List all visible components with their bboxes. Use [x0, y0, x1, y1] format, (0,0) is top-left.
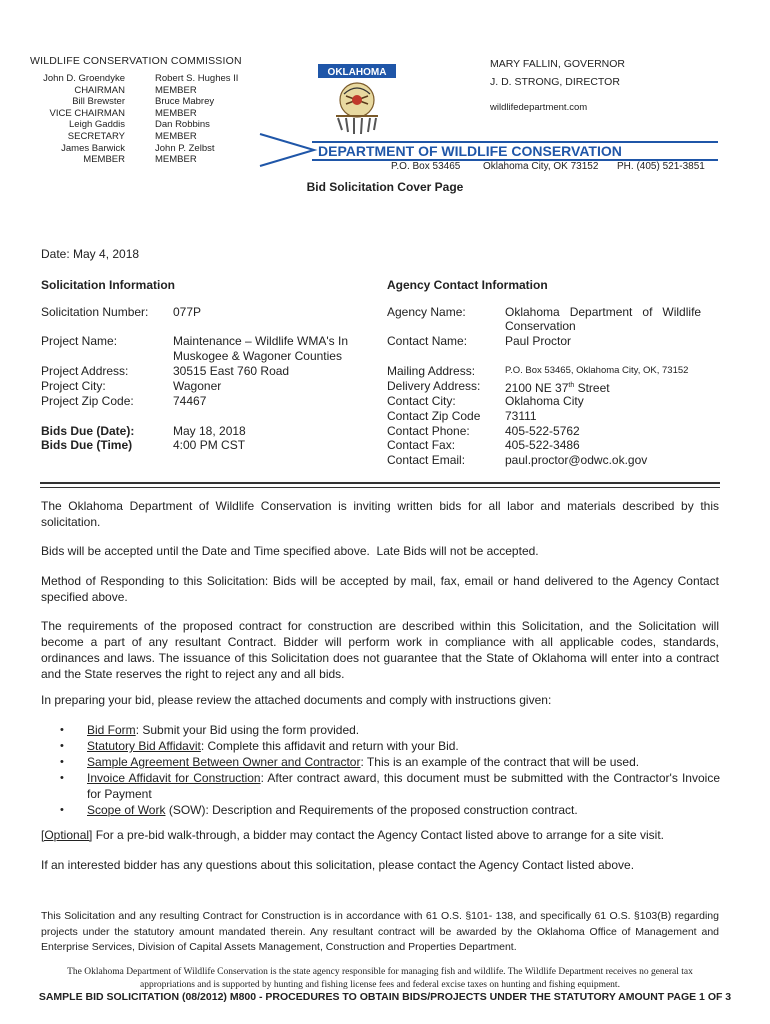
divider [40, 482, 720, 484]
commission-role: MEMBER [155, 154, 197, 166]
contact-city-value: Oklahoma City [505, 394, 584, 408]
list-item [60, 722, 720, 738]
director-name: J. D. STRONG, DIRECTOR [490, 76, 620, 88]
commission-name: Dan Robbins [155, 119, 210, 131]
optional-tag: [Optional] [41, 828, 93, 842]
contact-email-link[interactable]: paul.proctor@odwc.ok.gov [505, 453, 648, 467]
commission-name: Leigh Gaddis [69, 119, 125, 131]
governor-block [490, 55, 625, 117]
commission-name: Robert S. Hughes II [155, 73, 239, 84]
mailing-address-label: Mailing Address: [387, 364, 476, 378]
project-zip-value: 74467 [173, 394, 207, 408]
divider [40, 487, 720, 488]
website-link[interactable]: wildlifedepartment.com [490, 102, 588, 113]
project-name-value: Maintenance – Wildlife WMA's In [173, 334, 349, 348]
solicitation-number-label: Solicitation Number: [41, 305, 149, 319]
project-zip-label: Project Zip Code: [41, 394, 134, 408]
bids-due-time-value: 4:00 PM CST [173, 438, 246, 452]
statutory-affidavit-link[interactable]: Statutory Bid Affidavit [87, 739, 201, 753]
list-item-text: : Complete this affidavit and return with your Bid. [200, 739, 459, 753]
page-title: Bid Solicitation Cover Page [306, 180, 464, 194]
solicitation-number-value: 077P [173, 305, 202, 319]
optional-text: For a pre-bid walk-through, a bidder may contact the Agency Contact listed above to arrange for a site visit. [92, 828, 665, 842]
statute-notice: This Solicitation and any resulting Contract for Construction is in accordance with 61 O.S. §101- 138, and specifically 61 O.S. §103(B) regarding projects under the statutory amount mandated therein. Any resultant contract will be awarded by the Oklahoma Office of Management and Enterprise Services, Division of Capital Assets Management, Construction and Properties Department. [41, 910, 719, 953]
bids-due-date-value: May 18, 2018 [173, 424, 246, 438]
commission-name: Bruce Mabrey [155, 96, 215, 108]
header-city: Oklahoma City, OK 73152 [483, 161, 599, 172]
contact-name-label: Contact Name: [387, 334, 468, 348]
commission-name: John D. Groendyke [43, 73, 125, 84]
list-item [60, 738, 720, 754]
document-date: Date: May 4, 2018 [41, 247, 140, 261]
oklahoma-seal-icon [316, 60, 398, 140]
list-item [60, 802, 720, 818]
header-phone: PH. (405) 521-3851 [617, 161, 705, 172]
commission-name: Bill Brewster [72, 96, 125, 108]
agency-name-value: Oklahoma Department of Wildlife [505, 305, 702, 319]
project-city-label: Project City: [41, 379, 106, 393]
agency-name-label: Agency Name: [387, 305, 466, 319]
commission-role: MEMBER [83, 154, 125, 166]
commission-role: SECRETARY [67, 130, 125, 142]
response-method-paragraph: Method of Responding to this Solicitation: Bids will be accepted by mail, fax, email or hand delivered to the Agency Contact specified above. [41, 574, 719, 604]
seal-text: OKLAHOMA [327, 67, 387, 78]
delivery-address-number: 2100 NE 37 [505, 381, 569, 395]
project-name-value-cont: Muskogee & Wagoner Counties [173, 349, 342, 363]
optional-walkthrough-paragraph [41, 827, 719, 843]
agency-funding-note: The Oklahoma Department of Wildlife Conservation is the state agency responsible for managing fish and wildlife. The Wildlife Department receives no general tax appropriations and is supported by hunting and fishing license fees and federal excise taxes on hunting and fishing equipment. [67, 967, 693, 990]
header-po-box: P.O. Box 53465 [391, 161, 461, 172]
project-city-value: Wagoner [173, 379, 222, 393]
invoice-affidavit-link[interactable]: Invoice Affidavit for Construction [87, 771, 261, 785]
contact-fax-value: 405-522-3486 [505, 438, 580, 452]
commission-role: MEMBER [155, 107, 197, 119]
project-address-label: Project Address: [41, 364, 129, 378]
contact-zip-value: 73111 [505, 409, 537, 423]
bids-due-date-label: Bids Due (Date): [41, 424, 135, 438]
commission-role: MEMBER [155, 84, 197, 96]
delivery-address-label: Delivery Address: [387, 379, 481, 393]
bids-due-time-label: Bids Due (Time) [41, 438, 133, 452]
commission-names [30, 73, 125, 166]
sample-agreement-link[interactable]: Sample Agreement Between Owner and Contractor [87, 755, 361, 769]
list-item-text: : Submit your Bid using the form provided. [135, 723, 360, 737]
commission-role: CHAIRMAN [74, 84, 125, 96]
contact-phone-label: Contact Phone: [387, 424, 470, 438]
mailing-address-value: P.O. Box 53465, Oklahoma City, OK, 73152 [505, 365, 689, 376]
commission-role: VICE CHAIRMAN [49, 107, 125, 119]
project-address-value: 30515 East 760 Road [173, 364, 290, 378]
documents-list [60, 722, 720, 818]
requirements-paragraph: The requirements of the proposed contract for construction are described within this Solicitation, and the Solicitation will become a part of any resultant Contract. Bidder will perform work in compliance with all applicable codes, standards, ordinances and laws. The issuance of this Solicitation does not guarantee that the State of Oklahoma will enter into a contract and the State reserves the right to reject any and all bids. [41, 619, 719, 681]
commission-roles [155, 73, 265, 166]
deadline-paragraph: Bids will be accepted until the Date and Time specified above. Late Bids will not be accepted. [41, 544, 539, 558]
governor-name: MARY FALLIN, GOVERNOR [490, 58, 625, 70]
commission-role: MEMBER [155, 130, 197, 142]
project-name-label: Project Name: [41, 334, 118, 348]
list-item [60, 770, 720, 802]
commission-name: John P. Zelbst [155, 142, 215, 154]
commission-name: James Barwick [61, 142, 125, 154]
delivery-address-sup: th [568, 382, 575, 389]
contact-fax-label: Contact Fax: [387, 438, 456, 452]
agency-name-value-cont: Conservation [505, 319, 576, 333]
contact-phone-value: 405-522-5762 [505, 424, 580, 438]
bid-form-link[interactable]: Bid Form [87, 723, 136, 737]
form-identifier: SAMPLE BID SOLICITATION (08/2012) M800 - PROCEDURES TO OBTAIN BIDS/PROJECTS UNDER THE STATUTORY AMOUNT PAGE 1 OF 3 [38, 991, 732, 1003]
chevron-right-icon [258, 130, 318, 170]
questions-paragraph: If an interested bidder has any questions about this solicitation, please contact the Agency Contact listed above. [41, 858, 635, 872]
contact-city-label: Contact City: [387, 394, 456, 408]
department-name: DEPARTMENT OF WILDLIFE CONSERVATION [312, 141, 718, 161]
scope-of-work-link[interactable]: Scope of Work [87, 803, 166, 817]
list-item-text: (SOW): Description and Requirements of the proposed construction contract. [165, 803, 578, 817]
list-item-text: : After contract award, this document must be submitted with the Contractor's Invoice for Payment [87, 771, 720, 801]
list-item-text: : This is an example of the contract that will be used. [360, 755, 640, 769]
solicitation-heading: Solicitation Information [41, 278, 175, 292]
contact-zip-label: Contact Zip Code [387, 409, 481, 423]
intro-paragraph: The Oklahoma Department of Wildlife Conservation is inviting written bids for all labor and materials described by this solicitation. [41, 499, 719, 529]
instructions-paragraph: In preparing your bid, please review the attached documents and comply with instructions given: [41, 693, 552, 707]
delivery-address-suffix: Street [574, 381, 610, 395]
agency-heading: Agency Contact Information [387, 278, 548, 292]
commission-title: WILDLIFE CONSERVATION COMMISSION [30, 55, 242, 67]
contact-name-value: Paul Proctor [505, 334, 572, 348]
list-item [60, 754, 720, 770]
contact-email-label: Contact Email: [387, 453, 466, 467]
